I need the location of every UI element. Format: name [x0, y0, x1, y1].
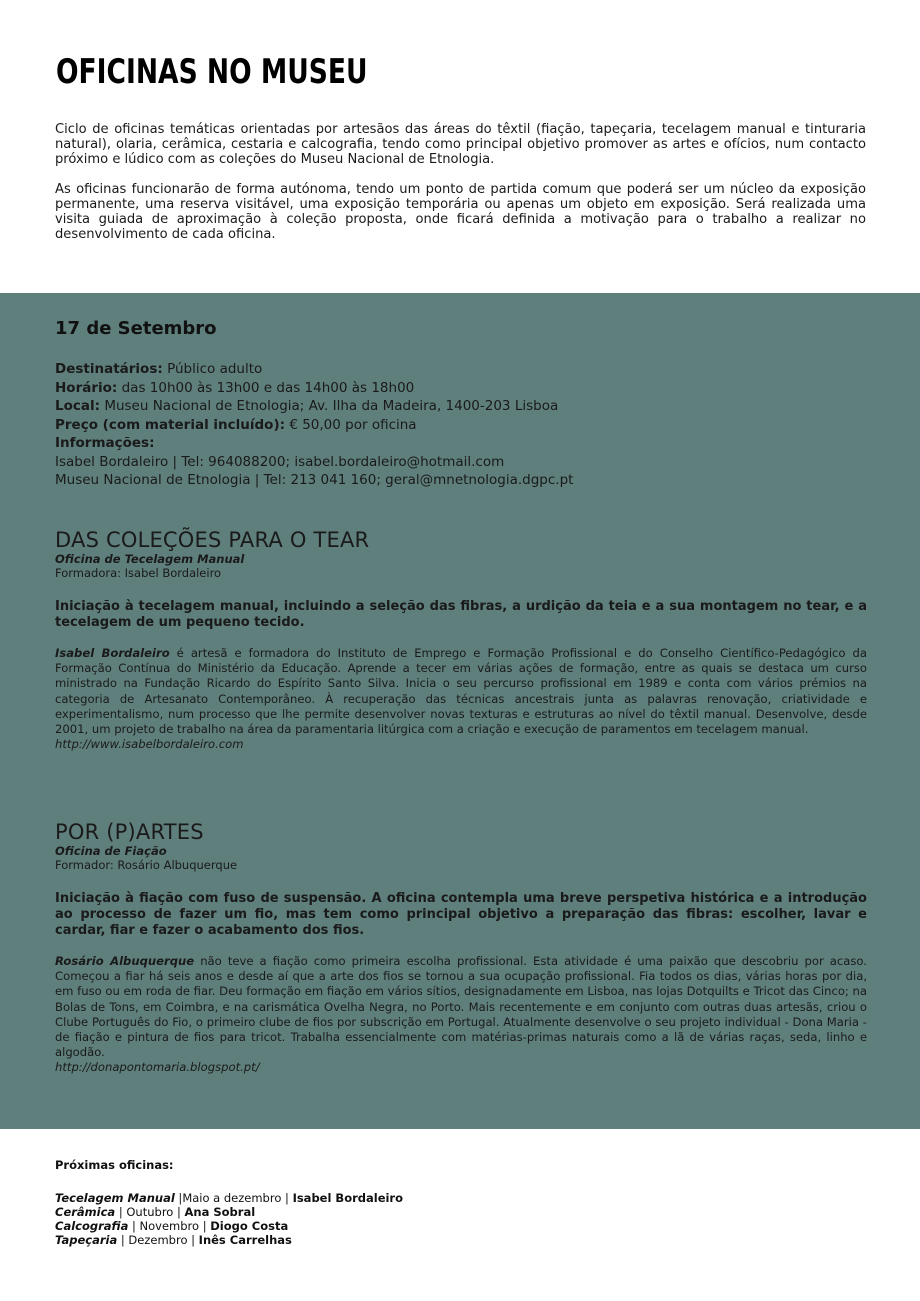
contact-line: Museu Nacional de Etnologia | Tel: 213 041 160; geral@mnetnologia.dgpc.pt	[55, 472, 574, 488]
intro-paragraph: Ciclo de oficinas temáticas orientadas por artesãos das áreas do têxtil (fiação, tapeçaria, tecelagem manual e tinturaria natural), olaria, cerâmica, cestaria e calcografia, tendo como principal objetivo promover as artes e ofícios, num contacto próximo e lúdico com as coleções do Museu Nacional de Etnologia.	[55, 122, 866, 167]
workshop-section	[55, 528, 867, 752]
audience-label: Destinatários:	[55, 361, 163, 377]
contact-line: Isabel Bordaleiro | Tel: 964088200; isabel.bordaleiro@hotmail.com	[55, 453, 505, 470]
workshop-link[interactable]: http://donapontomaria.blogspot.pt/	[55, 1060, 260, 1075]
workshop-trainer: Formador: Rosário Albuquerque	[55, 858, 238, 872]
intro-section	[55, 122, 866, 257]
price-line	[55, 416, 875, 435]
next-workshop-trainer: Isabel Bordaleiro	[292, 1191, 404, 1205]
workshop-subtitle: Oficina de Tecelagem Manual	[55, 552, 245, 566]
next-workshop-item	[55, 1219, 403, 1233]
workshop-section	[55, 820, 867, 1075]
info-line	[55, 434, 875, 453]
location-value: Museu Nacional de Etnologia; Av. Ilha da Madeira, 1400-203 Lisboa	[104, 398, 559, 414]
next-workshop-period: Dezembro	[128, 1233, 188, 1247]
bio-name: Rosário Albuquerque	[55, 954, 195, 968]
location-label: Local:	[55, 398, 101, 414]
price-value: € 50,00 por oficina	[289, 416, 417, 433]
next-workshop-item	[55, 1191, 403, 1205]
next-workshop-item	[55, 1233, 403, 1247]
next-workshop-period: Maio a dezembro	[182, 1191, 282, 1205]
workshop-bio	[55, 646, 867, 737]
next-workshop-name: Tapeçaria	[55, 1233, 118, 1247]
separator: |	[115, 1205, 127, 1219]
audience-line	[55, 360, 875, 379]
next-workshops-heading: Próximas oficinas:	[55, 1158, 174, 1172]
workshop-bio	[55, 954, 867, 1060]
bio-name: Isabel Bordaleiro	[55, 646, 170, 660]
location-line	[55, 397, 875, 416]
event-date: 17 de Setembro	[55, 318, 217, 339]
workshop-trainer: Formadora: Isabel Bordaleiro	[55, 566, 222, 580]
separator: |	[187, 1233, 199, 1247]
audience-value: Público adulto	[167, 361, 263, 377]
next-workshops	[55, 1158, 403, 1247]
workshop-subtitle: Oficina de Fiação	[55, 844, 167, 858]
schedule-label: Horário:	[55, 379, 118, 396]
separator: |	[128, 1219, 140, 1233]
price-label: Preço (com material incluído):	[55, 416, 286, 433]
workshop-title: DAS COLEÇÕES PARA O TEAR	[55, 528, 370, 552]
info-label: Informações:	[55, 435, 155, 451]
next-workshop-item	[55, 1205, 403, 1219]
workshop-link[interactable]: http://www.isabelbordaleiro.com	[55, 737, 244, 752]
workshop-lead: Iniciação à fiação com fuso de suspensão. A oficina contempla uma breve perspetiva histórica e a introdução ao processo de fazer um fio, mas tem como principal objetivo a preparação das fibras: escolher, lavar e cardar, fiar e fazer o acabamento dos fios.	[55, 891, 867, 938]
bio-text: não teve a fiação como primeira escolha profissional. Esta atividade é uma paixão que descobriu por acaso. Começou a fiar há seis anos e desde aí que a arte dos fios se tornou a sua ocupação profissional. Fia todos os dias, várias horas por dia, em fuso ou em roda de fiar. Deu formação em fiação em vários sítios, designadamente em Lisboa, nas lojas Dotquilts e Tricot das Cinco; na Bolas de Tons, em Coimbra, e na carismática Ovelha Negra, no Porto. Mais recentemente e em conjunto com outras duas artesãs, criou o Clube Português do Fio, o primeiro clube de fios por subscrição em Portugal. Atualmente desenvolve o seu projeto individual - Dona Maria - de fiação e pintura de fios para tricot. Trabalha essencialmente com matérias-primas naturais como a lã de várias raças, seda, linho e algodão.	[55, 954, 867, 1060]
intro-paragraph: As oficinas funcionarão de forma autónoma, tendo um ponto de partida comum que poderá ser um núcleo da exposição permanente, uma reserva visitável, uma exposição temporária ou apenas um objeto em exposição. Será realizada uma visita guiada de aproximação à coleção proposta, onde ficará definida a motivação para o trabalho a realizar no desenvolvimento de cada oficina.	[55, 182, 866, 242]
next-workshop-period: Outubro	[126, 1205, 174, 1219]
separator: |	[173, 1205, 185, 1219]
next-workshop-trainer: Diogo Costa	[210, 1219, 289, 1233]
event-info	[55, 360, 875, 490]
next-workshop-trainer: Inês Carrelhas	[198, 1233, 292, 1247]
next-workshop-name: Tecelagem Manual	[55, 1191, 175, 1205]
workshop-lead: Iniciação à tecelagem manual, incluindo a seleção das fibras, a urdição da teia e a sua montagem no tear, e a tecelagem de um pequeno tecido.	[55, 599, 867, 630]
schedule-line	[55, 379, 875, 398]
next-workshop-name: Calcografia	[55, 1219, 129, 1233]
next-workshop-name: Cerâmica	[55, 1205, 116, 1219]
page-title: OFICINAS NO MUSEU	[56, 52, 368, 92]
separator: |	[199, 1219, 211, 1233]
separator: |	[117, 1233, 129, 1247]
next-workshop-period: Novembro	[139, 1219, 200, 1233]
schedule-value: das 10h00 às 13h00 e das 14h00 às 18h00	[121, 379, 415, 396]
separator: |	[174, 1191, 183, 1205]
workshop-title: POR (P)ARTES	[55, 820, 204, 844]
next-workshop-trainer: Ana Sobral	[184, 1205, 256, 1219]
separator: |	[281, 1191, 293, 1205]
bio-text: é artesã e formadora do Instituto de Emprego e Formação Profissional e do Conselho Científico-Pedagógico da Formação Contínua do Ministério da Educação. Aprende a tecer em várias ações de formação, entre as quais se destaca um curso ministrado na Fundação Ricardo do Espírito Santo Silva. Inicia o seu percurso profissional em 1989 e conta com vários prémios na categoria de Artesanato Contemporâneo. À recuperação das técnicas ancestrais junta as palavras renovação, criatividade e experimentalismo, num processo que lhe permite desenvolver novas texturas e estruturas ao nível do têxtil manual. Desenvolve, desde 2001, um projeto de trabalho na área da paramentaria litúrgica com a criação e execução de paramentos em tecelagem manual.	[55, 646, 867, 737]
